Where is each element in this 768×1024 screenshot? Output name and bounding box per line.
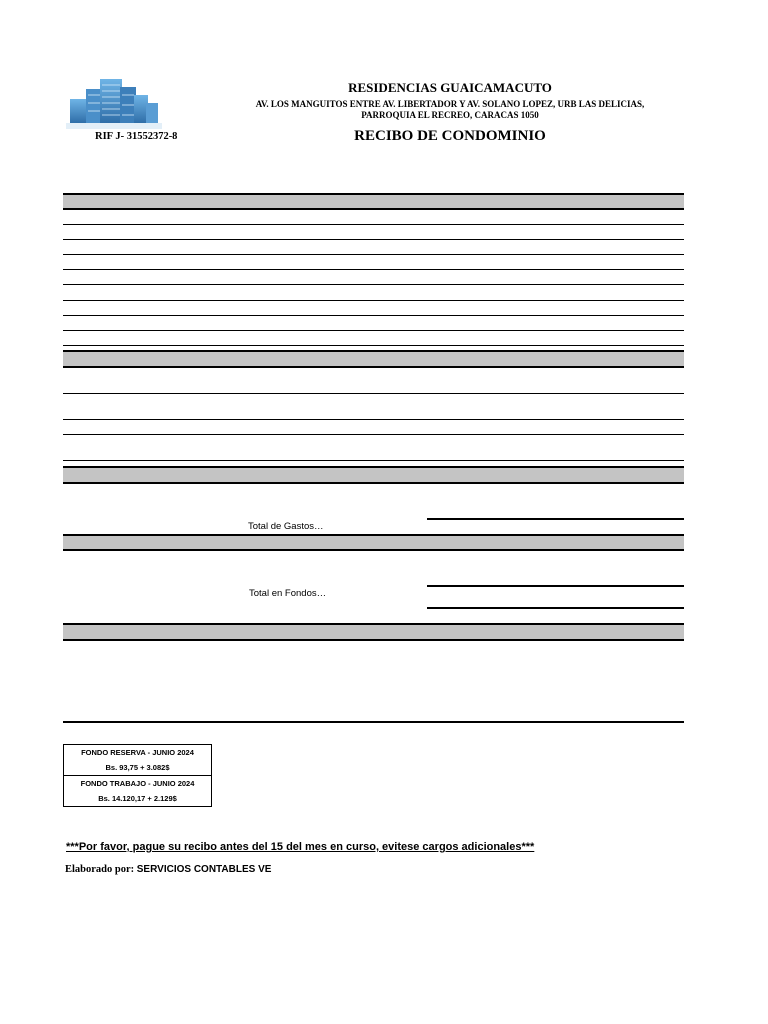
section-header-band	[63, 623, 684, 641]
total-gastos-line	[427, 518, 684, 520]
address-line-1: AV. LOS MANGUITOS ENTRE AV. LIBERTADOR Y AV. SOLANO LOPEZ, URB LAS DELICIAS,	[255, 99, 645, 109]
address-line-2: PARROQUIA EL RECREO, CARACAS 1050	[361, 110, 539, 120]
prepared-by	[65, 864, 271, 875]
fondo-reserva-value: Bs. 93,75 + 3.082$	[105, 763, 170, 772]
rif-number: RIF J- 31552372-8	[95, 131, 178, 142]
address	[240, 99, 660, 121]
fondo-trabajo-value: Bs. 14.120,17 + 2.129$	[98, 794, 177, 803]
building-logo-icon	[66, 77, 162, 129]
row-divider	[63, 460, 684, 461]
total-gastos-label: Total de Gastos…	[248, 521, 324, 532]
section-header-band	[63, 534, 684, 551]
row-divider	[63, 419, 684, 420]
prepared-by-label: Elaborado por:	[65, 864, 137, 875]
fondo-reserva-title: FONDO RESERVA - JUNIO 2024	[81, 748, 194, 757]
total-fondos-line	[427, 585, 684, 587]
funds-table	[63, 744, 212, 807]
row-divider	[63, 434, 684, 435]
total-fondos-underline	[427, 607, 684, 609]
total-fondos-label: Total en Fondos…	[249, 588, 327, 599]
row-divider	[63, 300, 684, 301]
building-name: RESIDENCIAS GUAICAMACUTO	[348, 80, 552, 95]
row-divider	[63, 345, 684, 346]
document-title: RECIBO DE CONDOMINIO	[354, 128, 546, 144]
row-divider	[63, 330, 684, 331]
fondo-trabajo-title: FONDO TRABAJO - JUNIO 2024	[64, 775, 211, 791]
row-divider	[63, 254, 684, 255]
row-divider	[63, 269, 684, 270]
row-divider	[63, 393, 684, 394]
row-divider	[63, 239, 684, 240]
prepared-by-name: SERVICIOS CONTABLES VE	[136, 864, 272, 875]
row-divider	[63, 284, 684, 285]
section-header-band	[63, 193, 684, 210]
section-header-band	[63, 350, 684, 368]
section-bottom-rule	[63, 721, 684, 723]
payment-note: ***Por favor, pague su recibo antes del 15 del mes en curso, evitese cargos adicionales***	[66, 841, 535, 853]
section-header-band	[63, 466, 684, 484]
row-divider	[63, 224, 684, 225]
row-divider	[63, 315, 684, 316]
